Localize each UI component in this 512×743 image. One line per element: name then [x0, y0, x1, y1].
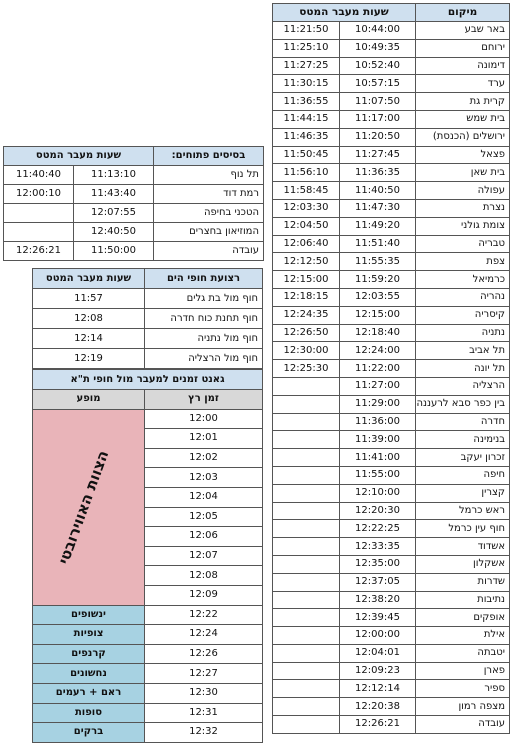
time-cell: 11:55:00	[340, 466, 416, 484]
time-cell: 12:15:00	[340, 306, 416, 324]
time-cell: 12:20:30	[340, 502, 416, 520]
time-cell: 12:19	[33, 349, 145, 369]
time-cell: 11:21:50	[273, 22, 340, 40]
table-row	[273, 306, 510, 324]
time-cell	[273, 573, 340, 591]
flyover-locations-table	[272, 3, 510, 734]
table-row	[273, 217, 510, 235]
time-cell: 11:55:35	[340, 253, 416, 271]
time-cell: 11:27:00	[340, 377, 416, 395]
time-cell: 11:41:00	[340, 449, 416, 467]
location-cell: תל אביב	[416, 342, 510, 360]
time-cell: 12:04	[145, 487, 263, 507]
location-cell: עובדה	[416, 716, 510, 734]
time-cell: 12:04:50	[273, 217, 340, 235]
table-row	[273, 698, 510, 716]
table-row	[273, 39, 510, 57]
open-bases-table	[3, 146, 264, 261]
location-cell: ספיר	[416, 680, 510, 698]
time-cell	[273, 484, 340, 502]
time-cell: 10:44:00	[340, 22, 416, 40]
table-row	[273, 662, 510, 680]
time-cell: 12:00:10	[4, 185, 74, 204]
table-row	[273, 680, 510, 698]
beach-cell: חוף מול נתניה	[145, 329, 263, 349]
time-cell: 12:30:00	[273, 342, 340, 360]
base-cell: הטכני בחיפה	[154, 204, 264, 223]
base-cell: תל נוף	[154, 166, 264, 185]
location-cell: נתיבות	[416, 591, 510, 609]
time-cell	[273, 644, 340, 662]
table-row	[273, 22, 510, 40]
base-cell: רמת דוד	[154, 185, 264, 204]
table-row	[273, 182, 510, 200]
time-cell: 12:27	[145, 664, 263, 684]
time-cell: 11:13:10	[74, 166, 154, 185]
time-cell: 11:40:40	[4, 166, 74, 185]
table-row	[273, 591, 510, 609]
time-cell: 12:08	[145, 566, 263, 586]
location-cell: צפת	[416, 253, 510, 271]
location-header: מיקום	[416, 4, 510, 22]
location-cell: ירושלים (הכנסת)	[416, 128, 510, 146]
time-cell	[273, 413, 340, 431]
time-cell	[273, 609, 340, 627]
location-cell: בנימינה	[416, 431, 510, 449]
table-row	[273, 93, 510, 111]
location-cell: נצרת	[416, 199, 510, 217]
time-cell	[273, 466, 340, 484]
time-cell	[273, 449, 340, 467]
time-cell	[273, 716, 340, 734]
table-row	[273, 288, 510, 306]
location-cell: באר שבע	[416, 22, 510, 40]
time-cell: 12:30	[145, 683, 263, 703]
squadron-cell: נחשונים	[33, 664, 145, 684]
table-row	[4, 242, 264, 261]
bases-time-header: שעות מעבר המטס	[4, 147, 154, 166]
location-cell: נתניה	[416, 324, 510, 342]
time-cell: 12:22	[145, 605, 263, 625]
location-cell: בית שאן	[416, 164, 510, 182]
time-cell: 12:18:15	[273, 288, 340, 306]
squadron-cell: ברקים	[33, 723, 145, 743]
table-row	[4, 166, 264, 185]
table-row	[273, 128, 510, 146]
table-row	[273, 235, 510, 253]
table-row	[273, 395, 510, 413]
tel-aviv-gantt-table	[32, 369, 263, 743]
time-cell: 11:36:00	[340, 413, 416, 431]
location-cell: נהריה	[416, 288, 510, 306]
time-cell	[273, 395, 340, 413]
time-cell: 12:00:00	[340, 627, 416, 645]
location-cell: קיסריה	[416, 306, 510, 324]
table-row	[273, 75, 510, 93]
location-cell: שדרות	[416, 573, 510, 591]
location-cell: יטבתה	[416, 644, 510, 662]
location-cell: ערד	[416, 75, 510, 93]
table-row	[273, 360, 510, 378]
bases-header: בסיסים פתוחים:	[154, 147, 264, 166]
table-row	[273, 627, 510, 645]
gantt-time-header: זמן רץ	[145, 390, 263, 410]
time-cell	[273, 538, 340, 556]
time-cell: 12:03:30	[273, 199, 340, 217]
time-cell: 12:06:40	[273, 235, 340, 253]
beach-header: רצועת חופי הים	[145, 269, 263, 289]
table-row	[273, 520, 510, 538]
aerobatic-team-label: הצוות האווירובטי	[54, 447, 113, 567]
location-cell: ראש כרמל	[416, 502, 510, 520]
time-cell: 11:43:40	[74, 185, 154, 204]
table-row	[273, 644, 510, 662]
gantt-show-header: מופע	[33, 390, 145, 410]
squadron-cell: סופות	[33, 703, 145, 723]
table-row	[33, 644, 263, 664]
table-row	[273, 716, 510, 734]
time-cell: 12:01	[145, 429, 263, 449]
table-row	[4, 204, 264, 223]
table-row	[273, 377, 510, 395]
time-cell: 12:09:23	[340, 662, 416, 680]
table-row	[273, 342, 510, 360]
beach-strip-body	[33, 289, 263, 369]
table-row	[273, 555, 510, 573]
location-cell: דימונה	[416, 57, 510, 75]
gantt-title: גאנט זמנים למעבר מול חופי ת"א	[33, 370, 263, 390]
location-cell: בין כפר סבא לרעננה	[416, 395, 510, 413]
time-cell: 11:44:15	[273, 110, 340, 128]
time-cell: 12:40:50	[74, 223, 154, 242]
time-cell: 11:27:25	[273, 57, 340, 75]
table-row	[33, 349, 263, 369]
time-cell: 12:07:55	[74, 204, 154, 223]
open-bases-body	[4, 166, 264, 261]
location-cell: חוף עין כרמל	[416, 520, 510, 538]
location-cell: קרית גת	[416, 93, 510, 111]
time-cell	[273, 662, 340, 680]
location-cell: פארן	[416, 662, 510, 680]
time-cell: 11:57	[33, 289, 145, 309]
table-row	[33, 664, 263, 684]
location-cell: אילת	[416, 627, 510, 645]
location-cell: אופקים	[416, 609, 510, 627]
table-row	[273, 538, 510, 556]
table-row	[273, 449, 510, 467]
time-cell: 12:26	[145, 644, 263, 664]
time-cell: 12:26:50	[273, 324, 340, 342]
location-cell: תל יונה	[416, 360, 510, 378]
time-cell	[273, 377, 340, 395]
time-cell	[273, 555, 340, 573]
table-row	[273, 324, 510, 342]
time-cell: 11:58:45	[273, 182, 340, 200]
location-cell: חדרה	[416, 413, 510, 431]
location-cell: עפולה	[416, 182, 510, 200]
time-cell: 12:15:00	[273, 271, 340, 289]
table-row	[273, 110, 510, 128]
table-row	[273, 573, 510, 591]
table-row	[273, 57, 510, 75]
time-cell	[4, 223, 74, 242]
time-cell: 12:08	[33, 309, 145, 329]
time-cell: 11:29:00	[340, 395, 416, 413]
table-row	[33, 723, 263, 743]
time-cell: 11:36:35	[340, 164, 416, 182]
table-row	[33, 625, 263, 645]
time-cell: 12:10:00	[340, 484, 416, 502]
time-cell	[273, 520, 340, 538]
table-row	[273, 484, 510, 502]
time-cell: 12:03	[145, 468, 263, 488]
table-row	[33, 289, 263, 309]
time-cell: 12:03:55	[340, 288, 416, 306]
time-cell: 10:52:40	[340, 57, 416, 75]
location-cell: צומת גולני	[416, 217, 510, 235]
time-cell: 12:06	[145, 527, 263, 547]
table-row	[273, 413, 510, 431]
location-cell: פצאל	[416, 146, 510, 164]
time-header: שעות מעבר המטס	[273, 4, 416, 22]
time-cell	[4, 204, 74, 223]
time-cell: 11:49:20	[340, 217, 416, 235]
table-row	[33, 703, 263, 723]
beach-time-header: שעות מעבר המטס	[33, 269, 145, 289]
table-row	[33, 409, 263, 429]
location-cell: ירוחם	[416, 39, 510, 57]
table-row	[273, 146, 510, 164]
time-cell	[273, 680, 340, 698]
base-cell: המוזיאון בחצרים	[154, 223, 264, 242]
time-cell: 12:20:38	[340, 698, 416, 716]
time-cell: 11:59:20	[340, 271, 416, 289]
time-cell: 11:25:10	[273, 39, 340, 57]
table-row	[273, 431, 510, 449]
time-cell: 12:33:35	[340, 538, 416, 556]
time-cell: 12:31	[145, 703, 263, 723]
time-cell: 12:02	[145, 448, 263, 468]
beach-cell: חוף מול הרצליה	[145, 349, 263, 369]
time-cell: 12:22:25	[340, 520, 416, 538]
beach-cell: חוף מול בת גלים	[145, 289, 263, 309]
table-row	[273, 199, 510, 217]
time-cell: 12:00	[145, 409, 263, 429]
time-cell: 11:20:50	[340, 128, 416, 146]
location-cell: מצפה רמון	[416, 698, 510, 716]
time-cell: 11:47:30	[340, 199, 416, 217]
location-cell: זכרון יעקב	[416, 449, 510, 467]
time-cell	[273, 627, 340, 645]
squadron-cell: צופיות	[33, 625, 145, 645]
time-cell: 12:39:45	[340, 609, 416, 627]
location-cell: בית שמש	[416, 110, 510, 128]
time-cell: 11:27:45	[340, 146, 416, 164]
time-cell: 11:30:15	[273, 75, 340, 93]
time-cell: 11:22:00	[340, 360, 416, 378]
time-cell: 11:50:00	[74, 242, 154, 261]
time-cell: 10:57:15	[340, 75, 416, 93]
table-row	[33, 605, 263, 625]
time-cell: 11:56:10	[273, 164, 340, 182]
time-cell: 12:24	[145, 625, 263, 645]
time-cell: 11:17:00	[340, 110, 416, 128]
time-cell: 12:04:01	[340, 644, 416, 662]
time-cell: 12:26:21	[340, 716, 416, 734]
time-cell	[273, 502, 340, 520]
time-cell: 12:12:50	[273, 253, 340, 271]
time-cell: 12:32	[145, 723, 263, 743]
time-cell	[273, 698, 340, 716]
time-cell	[273, 431, 340, 449]
location-cell: קצרין	[416, 484, 510, 502]
time-cell: 11:39:00	[340, 431, 416, 449]
beach-cell: חוף תחנת כוח חדרה	[145, 309, 263, 329]
table-row	[273, 271, 510, 289]
time-cell: 12:24:00	[340, 342, 416, 360]
table-row	[273, 253, 510, 271]
gantt-body	[33, 370, 263, 743]
time-cell: 12:25:30	[273, 360, 340, 378]
time-cell: 11:40:50	[340, 182, 416, 200]
location-cell: כרמיאל	[416, 271, 510, 289]
time-cell: 11:07:50	[340, 93, 416, 111]
time-cell: 11:51:40	[340, 235, 416, 253]
time-cell: 12:26:21	[4, 242, 74, 261]
squadron-cell: ראם + רעמים	[33, 683, 145, 703]
table-row	[4, 223, 264, 242]
squadron-cell: ינשופים	[33, 605, 145, 625]
table-row	[33, 329, 263, 349]
flyover-locations-body	[273, 22, 510, 734]
location-cell: אשדוד	[416, 538, 510, 556]
location-cell: אשקלון	[416, 555, 510, 573]
time-cell: 12:24:35	[273, 306, 340, 324]
table-row	[4, 185, 264, 204]
table-row	[273, 502, 510, 520]
table-row	[273, 466, 510, 484]
table-row	[33, 683, 263, 703]
time-cell: 11:50:45	[273, 146, 340, 164]
time-cell: 11:36:55	[273, 93, 340, 111]
table-row	[273, 164, 510, 182]
time-cell: 12:12:14	[340, 680, 416, 698]
time-cell: 12:37:05	[340, 573, 416, 591]
time-cell: 12:38:20	[340, 591, 416, 609]
location-cell: טבריה	[416, 235, 510, 253]
aerobatic-team-cell	[33, 409, 145, 605]
location-cell: הרצליה	[416, 377, 510, 395]
time-cell: 12:14	[33, 329, 145, 349]
time-cell	[273, 591, 340, 609]
base-cell: עובדה	[154, 242, 264, 261]
squadron-cell: קרנפים	[33, 644, 145, 664]
table-row	[273, 609, 510, 627]
time-cell: 12:09	[145, 585, 263, 605]
time-cell: 12:18:40	[340, 324, 416, 342]
time-cell: 12:07	[145, 546, 263, 566]
time-cell: 11:46:35	[273, 128, 340, 146]
location-cell: חיפה	[416, 466, 510, 484]
time-cell: 12:35:00	[340, 555, 416, 573]
beach-strip-table	[32, 268, 263, 369]
table-row	[33, 309, 263, 329]
time-cell: 10:49:35	[340, 39, 416, 57]
time-cell: 12:05	[145, 507, 263, 527]
